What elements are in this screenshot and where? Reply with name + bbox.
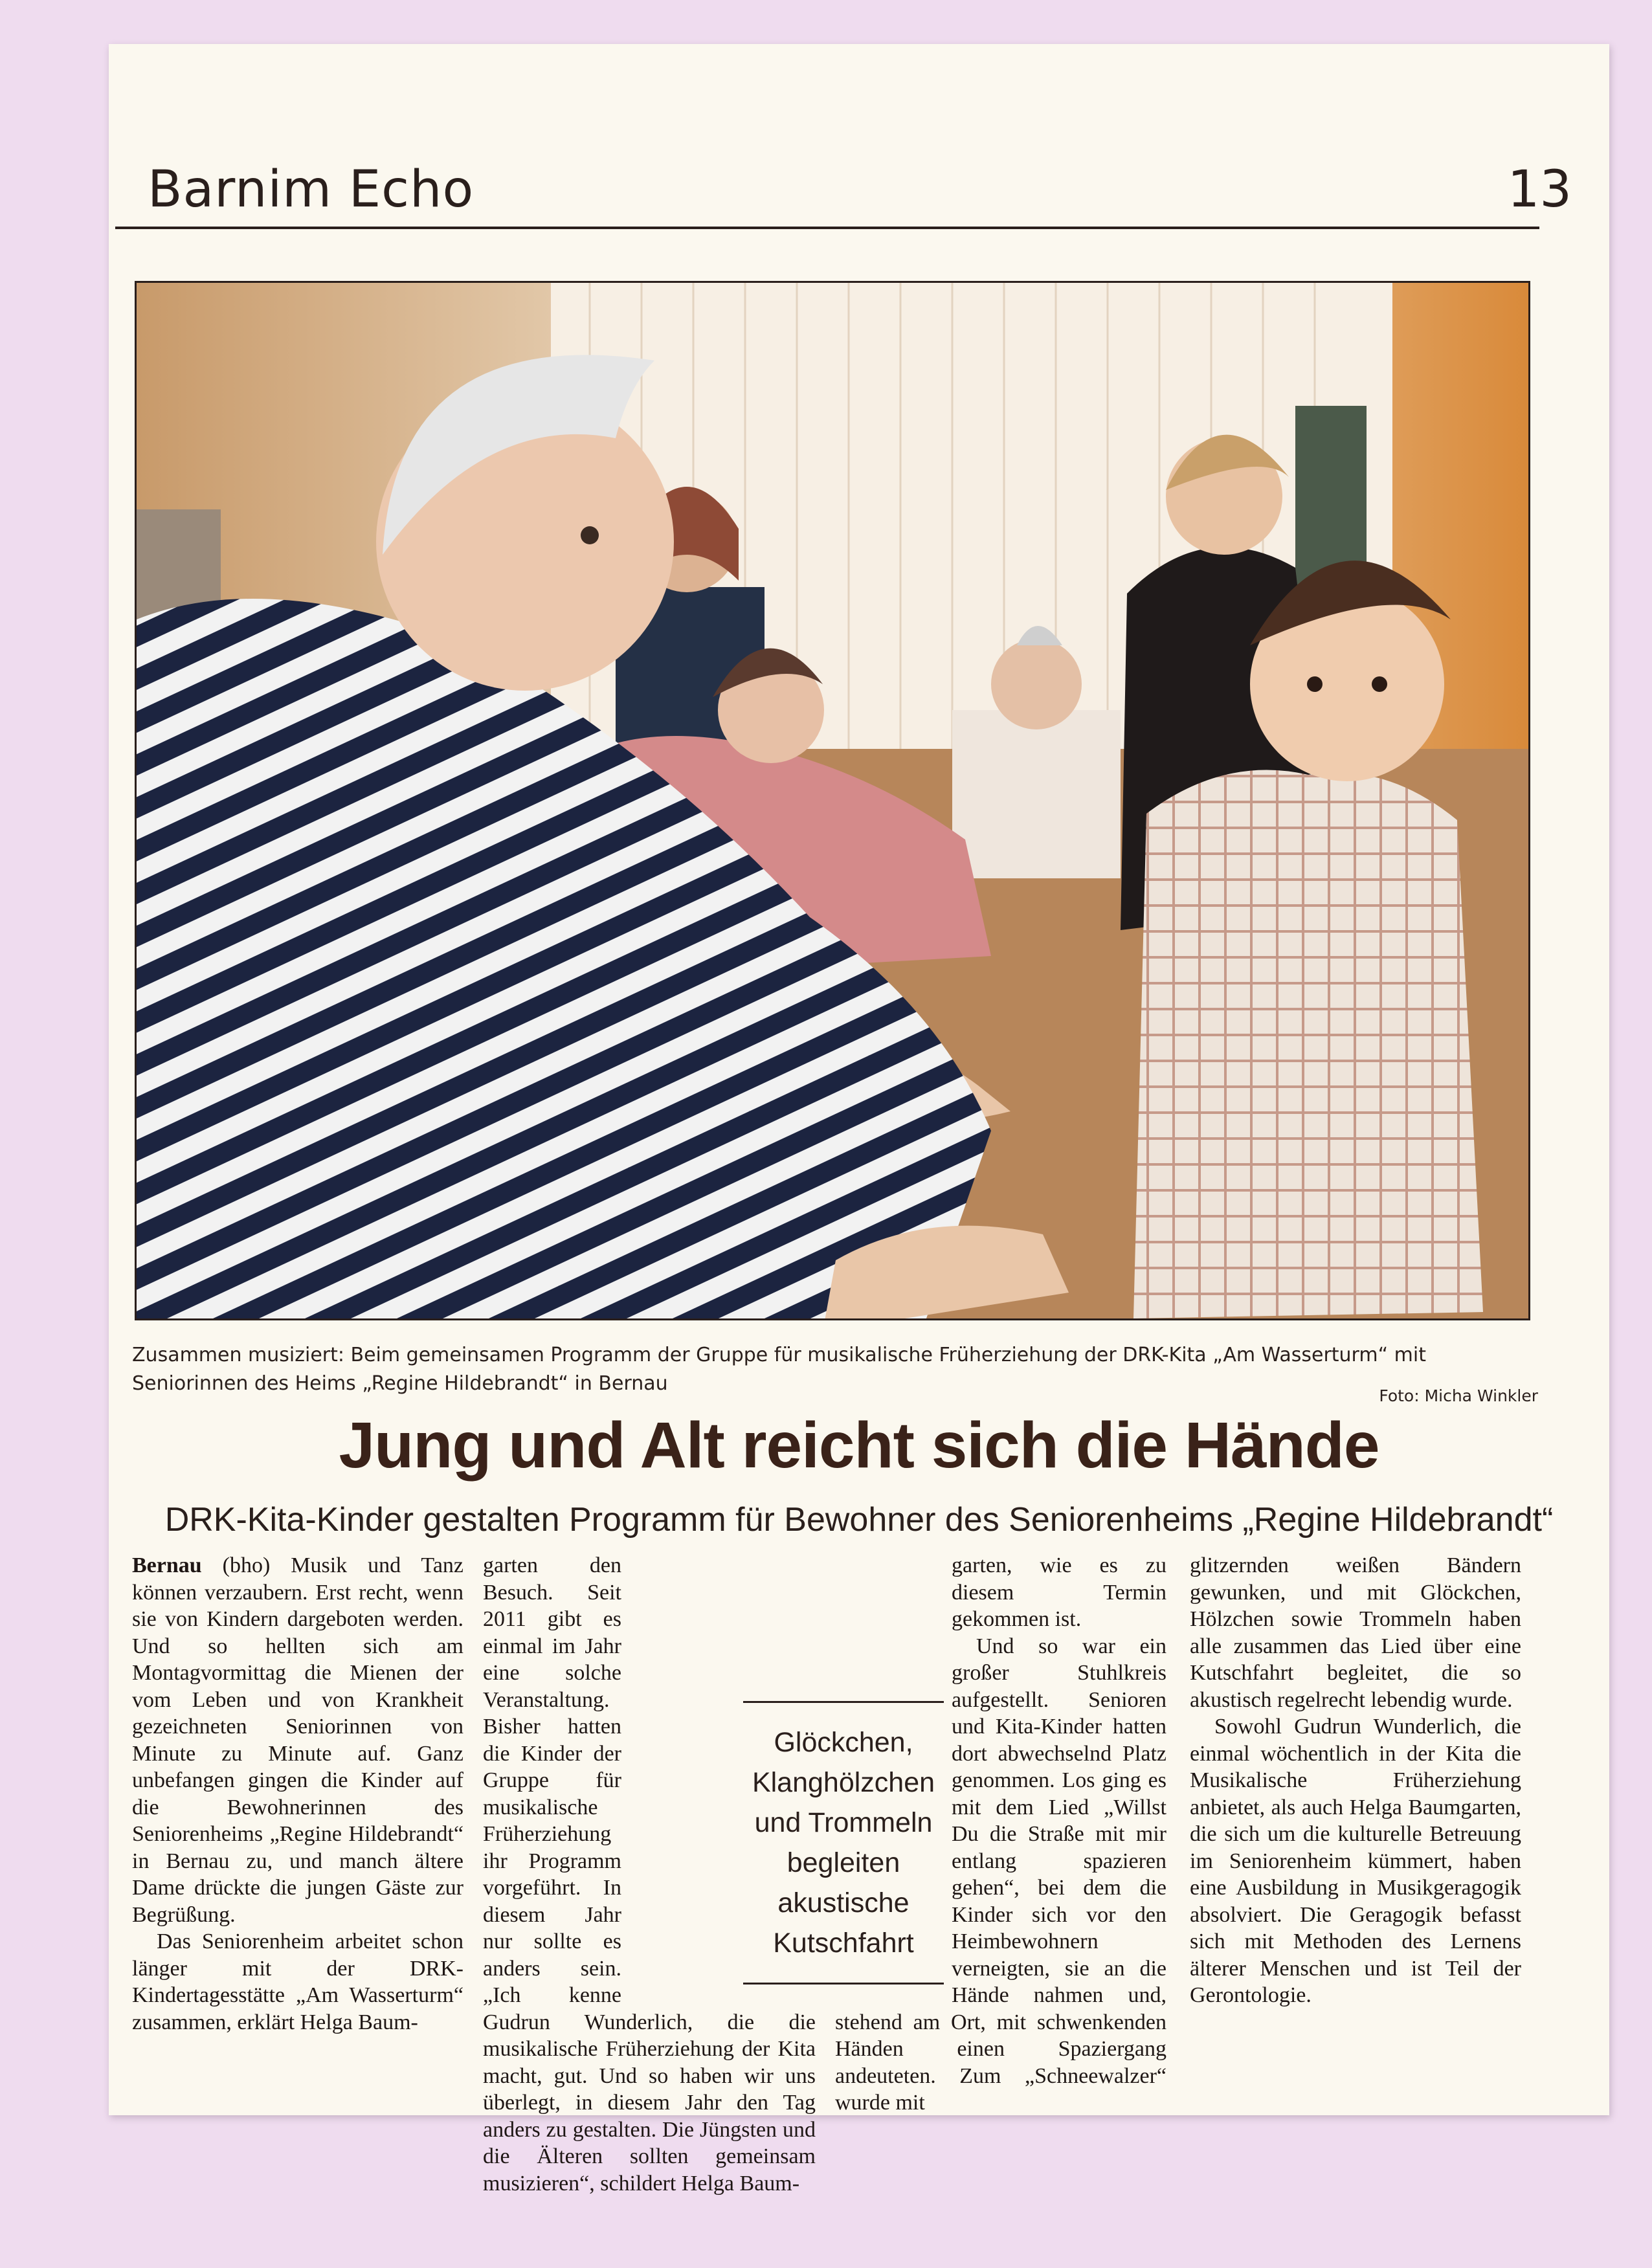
- paragraph: Und so war ein großer Stuhlkreis aufgestellt. Senioren und Kita-Kinder hatten dort abwechselnd Platz genommen. Los ging es mit dem Lied „Willst Du die Straße mit mir entlang spazieren gehen“, bei dem die Kinder sich vor den Heimbewohnern verneigten, sie an die Hände nahmen und, stehend am Ort, mit schwenkenden Händen einen Spaziergang andeuteten. Zum „Schneewalzer“ wurde mit: [835, 1634, 1166, 2115]
- pull-quote: Glöckchen, Klanghölzchen und Trommeln begleiten akustische Kutschfahrt: [743, 1701, 944, 1984]
- paragraph: Das Seniorenheim arbeitet schon länger mit der DRK-Kindertagesstätte „Am Wasserturm“ zusammen, erklärt Helga Baum-: [132, 1929, 463, 2034]
- dateline: Bernau: [132, 1553, 202, 1577]
- article-column-4: [1190, 1552, 1521, 2009]
- masthead-rule: [115, 227, 1539, 229]
- photo-credit: Foto: Micha Winkler: [1379, 1386, 1538, 1405]
- photo-illustration: [137, 283, 1528, 1318]
- page-number: 13: [1507, 161, 1572, 219]
- article-column-1: [132, 1552, 463, 2036]
- paragraph: garten den Besuch. Seit 2011 gibt es einmal im Jahr eine solche Veranstaltung. Bisher hatten die Kinder der Gruppe für musikalische Früherziehung ihr Programm vorgeführt. In diesem Jahr nur sollte es anders sein. „Ich kenne Gudrun Wunderlich, die die musikalische Früherziehung der Kita macht, gut. Und so haben wir uns überlegt, in diesem Jahr den Tag anders zu gestalten. Die Jüngsten und die Älteren sollten gemeinsam musizieren“, schildert Helga Baum-: [483, 1553, 816, 2196]
- paragraph-text: (bho) Musik und Tanz können verzaubern. Erst recht, wenn sie von Kindern dargeboten werden. Und so hellten sich am Montagvormittag die Mienen der vom Leben und von Krankheit gezeichneten Seniorinnen von Minute zu Minute auf. Ganz unbefangen gingen die Kinder auf die Bewohnerinnen des Seniorenheims „Regine Hildebrandt“ in Bernau zu, und manch ältere Dame drückte die jungen Gäste zur Begrüßung.: [132, 1553, 463, 1927]
- paragraph: glitzernden weißen Bändern gewunken, und mit Glöckchen, Hölzchen sowie Trommeln haben alle zusammen das Lied über eine Kutschfahrt begleitet, die so akustisch regelrecht lebendig wurde.: [1190, 1553, 1521, 1712]
- newspaper-title: Barnim Echo: [148, 161, 474, 219]
- paragraph: Sowohl Gudrun Wunderlich, die einmal wöchentlich in der Kita die Musikalische Früherziehung anbietet, als auch Helga Baumgarten, die sich um die kulturelle Betreuung im Seniorenheim kümmert, haben eine Ausbildung in Musikgeragogik absolviert. Die Geragogik befasst sich mit Methoden des Lernens älterer Menschen und ist Teil der Gerontologie.: [1190, 1715, 1521, 2007]
- article-headline: Jung und Alt reicht sich die Hände: [339, 1409, 1379, 1482]
- news-photo: [135, 281, 1530, 1320]
- photo-caption: Zusammen musiziert: Beim gemeinsamen Programm der Gruppe für musikalische Früherziehung der DRK-Kita „Am Wasserturm“ mit Seniorinnen des Heims „Regine Hildebrandt“ in Bernau: [132, 1344, 1426, 1395]
- article-subheadline: DRK-Kita-Kinder gestalten Programm für Bewohner des Seniorenheims „Regine Hildebrandt“: [164, 1501, 1554, 1539]
- paragraph: garten, wie es zu diesem Termin gekommen ist.: [952, 1553, 1166, 1631]
- newspaper-clipping: [109, 44, 1609, 2196]
- paragraph: [132, 1552, 463, 1928]
